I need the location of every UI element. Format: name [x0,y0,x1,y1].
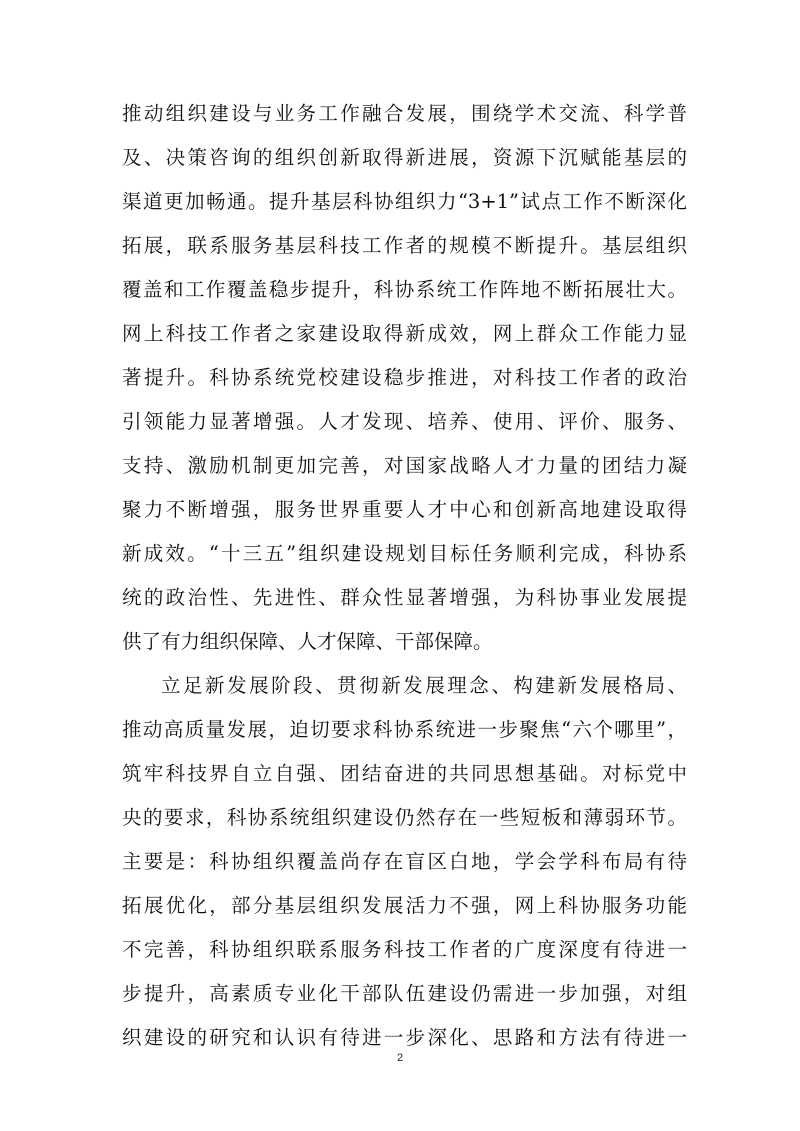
body-line: 筑牢科技界自立自强、团结奋进的共同思想基础。对标党中 [122,762,687,785]
paragraph-end-line: 供了有力组织保障、人才保障、干部保障。 [122,630,493,653]
body-line: 新成效。“十三五”组织建设规划目标任务顺利完成，科协系 [122,542,687,565]
body-line: 网上科技工作者之家建设取得新成效，网上群众工作能力显 [122,322,687,345]
body-line: 著提升。科协系统党校建设稳步推进，对科技工作者的政治 [122,366,687,389]
body-line: 聚力不断增强，服务世界重要人才中心和创新高地建设取得 [122,498,687,521]
body-line: 引领能力显著增强。人才发现、培养、使用、评价、服务、 [122,410,687,433]
body-line: 覆盖和工作覆盖稳步提升，科协系统工作阵地不断拓展壮大。 [122,278,687,301]
body-line: 及、决策咨询的组织创新取得新进展，资源下沉赋能基层的 [122,146,687,169]
body-line: 渠道更加畅通。提升基层科协组织力“3+1”试点工作不断深化 [122,190,687,213]
body-line: 推动高质量发展，迫切要求科协系统进一步聚焦“六个哪里”， [122,718,687,741]
body-line: 拓展，联系服务基层科技工作者的规模不断提升。基层组织 [122,234,687,257]
body-line: 统的政治性、先进性、群众性显著增强，为科协事业发展提 [122,586,687,609]
body-line: 拓展优化，部分基层组织发展活力不强，网上科协服务功能 [122,894,687,917]
body-line: 央的要求，科协系统组织建设仍然存在一些短板和薄弱环节。 [122,806,687,829]
page-number: 2 [396,1052,404,1064]
body-line: 主要是：科协组织覆盖尚存在盲区白地，学会学科布局有待 [122,850,687,873]
body-line: 织建设的研究和认识有待进一步深化、思路和方法有待进一 [122,1026,687,1049]
body-line: 不完善，科协组织联系服务科技工作者的广度深度有待进一 [122,938,687,961]
body-line: 推动组织建设与业务工作融合发展，围绕学术交流、科学普 [122,102,687,125]
body-line: 步提升，高素质专业化干部队伍建设仍需进一步加强，对组 [122,982,687,1005]
body-line: 支持、激励机制更加完善，对国家战略人才力量的团结力凝 [122,454,687,477]
paragraph-start-line: 立足新发展阶段、贯彻新发展理念、构建新发展格局、 [161,674,687,697]
